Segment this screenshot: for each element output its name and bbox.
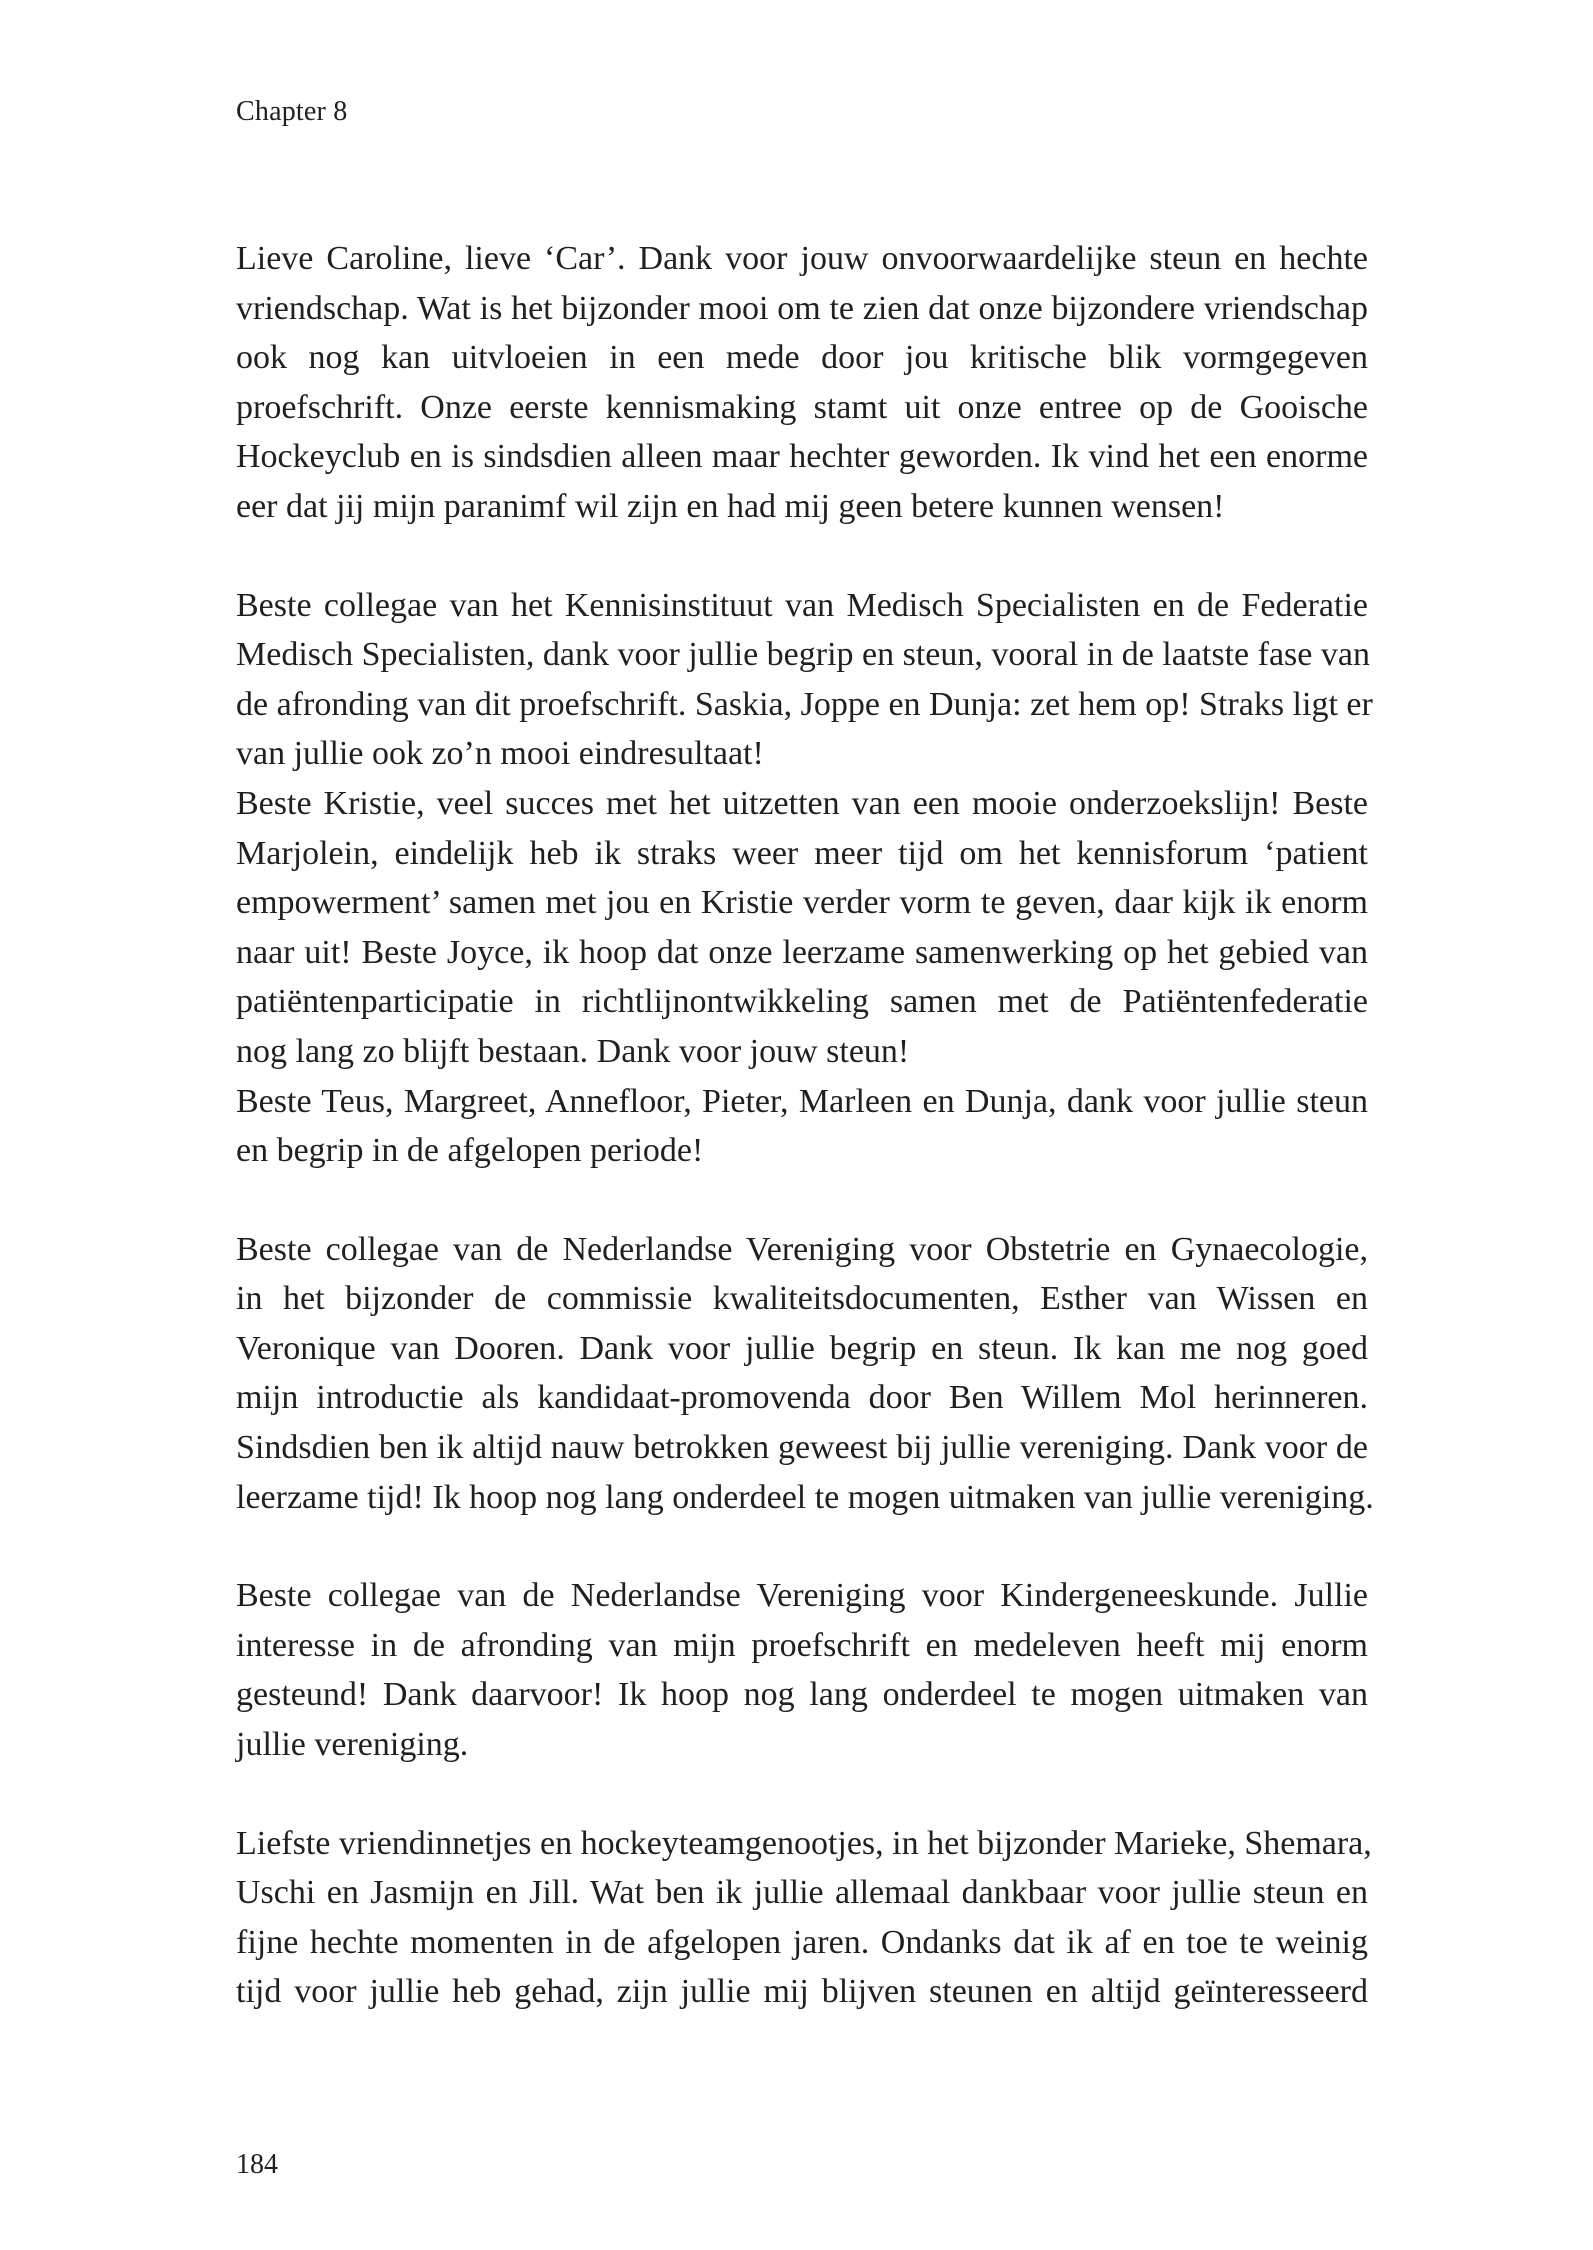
text-line: Uschi en Jasmijn en Jill. Wat ben ik jullie allemaal dankbaar voor jullie steun en xyxy=(236,1874,1368,1912)
text-line: interesse in de afronding van mijn proefschrift en medeleven heeft mij enorm xyxy=(236,1626,1368,1664)
text-line: empowerment’ samen met jou en Kristie verder vorm te geven, daar kijk ik enorm xyxy=(236,884,1368,922)
page-number: 184 xyxy=(236,2149,278,2180)
paragraph-kristie xyxy=(236,779,1368,1077)
text-line: vriendschap. Wat is het bijzonder mooi om te zien dat onze bijzondere vriendschap xyxy=(236,289,1368,327)
text-line: Liefste vriendinnetjes en hockeyteamgenootjes, in het bijzonder Marieke, Shemara, xyxy=(236,1824,1372,1862)
text-line: patiëntenparticipatie in richtlijnontwikkeling samen met de Patiëntenfederatie xyxy=(236,983,1368,1021)
text-line: naar uit! Beste Joyce, ik hoop dat onze leerzame samenwerking op het gebied van xyxy=(236,933,1368,971)
text-line: nog lang zo blijft bestaan. Dank voor jouw steun! xyxy=(236,1032,910,1070)
text-line: Beste Teus, Margreet, Annefloor, Pieter, Marleen en Dunja, dank voor jullie steun xyxy=(236,1082,1368,1120)
text-line: Hockeyclub en is sindsdien alleen maar hechter geworden. Ik vind het een enorme xyxy=(236,438,1368,476)
text-line: van jullie ook zo’n mooi eindresultaat! xyxy=(236,735,764,773)
text-line: proefschrift. Onze eerste kennismaking stamt uit onze entree op de Gooische xyxy=(236,388,1368,426)
text-line: tijd voor jullie heb gehad, zijn jullie mij blijven steunen en altijd geïnteresseerd xyxy=(236,1973,1368,2011)
body-text xyxy=(236,234,1374,2017)
running-head: Chapter 8 xyxy=(236,96,348,127)
text-line: leerzame tijd! Ik hoop nog lang onderdeel te mogen uitmaken van jullie vereniging. xyxy=(236,1478,1374,1516)
text-line: Beste Kristie, veel succes met het uitzetten van een mooie onderzoekslijn! Beste xyxy=(236,784,1368,822)
paragraph-nvk xyxy=(236,1571,1368,1769)
paragraph-caroline xyxy=(236,234,1368,532)
text-line: Beste collegae van de Nederlandse Vereniging voor Kindergeneeskunde. Jullie xyxy=(236,1577,1368,1615)
text-line: mijn introductie als kandidaat-promovenda door Ben Willem Mol herinneren. xyxy=(236,1379,1368,1417)
text-line: Marjolein, eindelijk heb ik straks weer meer tijd om het kennisforum ‘patient xyxy=(236,834,1368,872)
text-line: gesteund! Dank daarvoor! Ik hoop nog lang onderdeel te mogen uitmaken van xyxy=(236,1676,1368,1714)
text-line: in het bijzonder de commissie kwaliteitsdocumenten, Esther van Wissen en xyxy=(236,1280,1368,1318)
paragraph-teus xyxy=(236,1077,1368,1176)
text-line: fijne hechte momenten in de afgelopen jaren. Ondanks dat ik af en toe te weinig xyxy=(236,1923,1368,1961)
text-line: jullie vereniging. xyxy=(236,1726,469,1764)
text-line: en begrip in de afgelopen periode! xyxy=(236,1132,704,1170)
text-line: de afronding van dit proefschrift. Saskia, Joppe en Dunja: zet hem op! Straks ligt er xyxy=(236,685,1373,723)
text-line: Veronique van Dooren. Dank voor jullie begrip en steun. Ik kan me nog goed xyxy=(236,1329,1368,1367)
paragraph-vriendinnetjes xyxy=(236,1819,1372,2017)
paragraph-kennisinstituut xyxy=(236,581,1373,779)
text-line: Beste collegae van het Kennisinstituut van Medisch Specialisten en de Federatie xyxy=(236,586,1368,624)
text-line: Sindsdien ben ik altijd nauw betrokken geweest bij jullie vereniging. Dank voor de xyxy=(236,1429,1368,1467)
text-line: Medisch Specialisten, dank voor jullie begrip en steun, vooral in de laatste fase van xyxy=(236,636,1370,674)
text-line: Lieve Caroline, lieve ‘Car’. Dank voor jouw onvoorwaardelijke steun en hechte xyxy=(236,240,1368,277)
text-line: ook nog kan uitvloeien in een mede door jou kritische blik vormgegeven xyxy=(236,339,1368,377)
text-line: eer dat jij mijn paranimf wil zijn en had mij geen betere kunnen wensen! xyxy=(236,487,1225,525)
paragraph-nvog xyxy=(236,1225,1374,1523)
text-line: Beste collegae van de Nederlandse Vereniging voor Obstetrie en Gynaecologie, xyxy=(236,1230,1368,1268)
